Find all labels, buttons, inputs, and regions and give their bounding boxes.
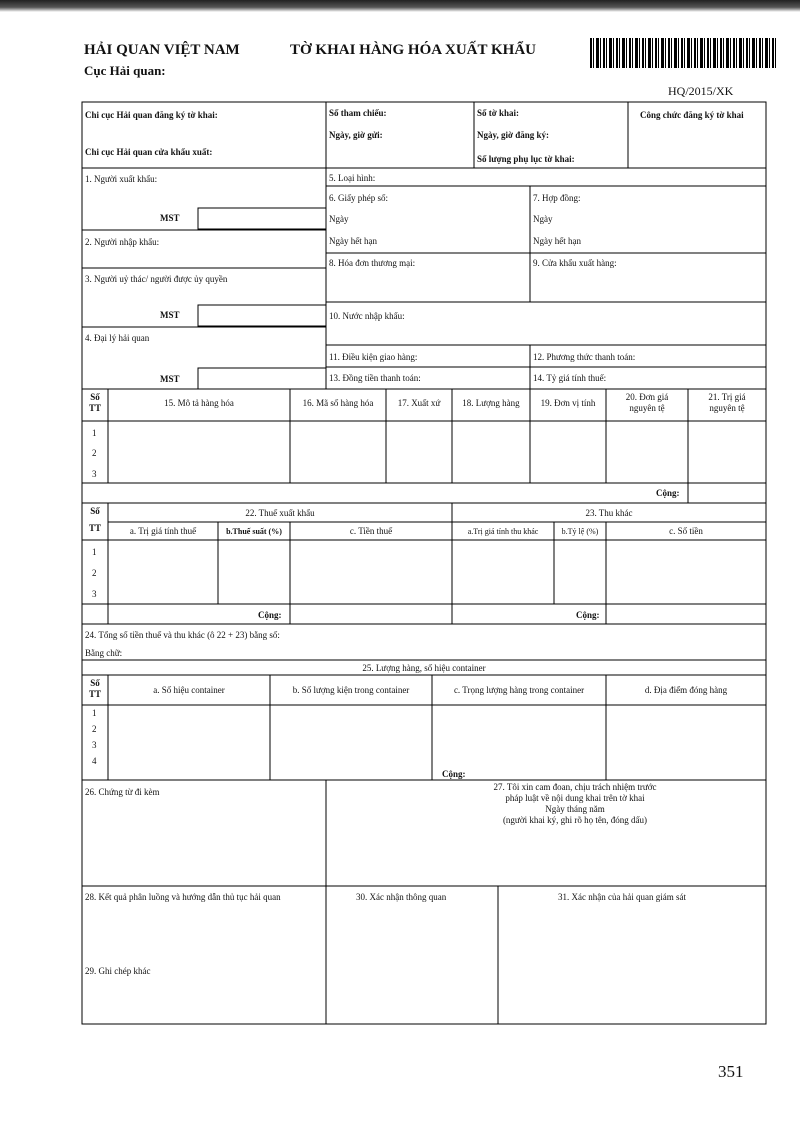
- page-title: TỜ KHAI HÀNG HÓA XUẤT KHẨU: [290, 42, 536, 58]
- other-taxable-header: a.Trị giá tính thu khác: [467, 527, 539, 536]
- origin-header: 17. Xuất xứ: [397, 398, 441, 408]
- importer-label: 2. Người nhập khẩu:: [85, 237, 160, 247]
- form-code: HQ/2015/XK: [668, 84, 734, 98]
- hs-code-header: 16. Mã số hàng hóa: [302, 398, 374, 408]
- tax-total-label: Cộng:: [258, 610, 282, 620]
- exporter-label: 1. Người xuất khẩu:: [85, 174, 158, 184]
- tax-amount-header: c. Tiền thuế: [349, 526, 393, 536]
- package-count-header: b. Số lượng kiện trong container: [292, 685, 410, 695]
- goods-total-label: Cộng:: [656, 488, 680, 498]
- export-tax-header: 22. Thuế xuất khẩu: [245, 508, 315, 518]
- reference-no-label: Số tham chiếu:: [329, 108, 387, 118]
- license-label: 6. Giấy phép số:: [329, 193, 388, 203]
- mst-label: MST: [160, 310, 180, 320]
- quantity-header: 18. Lượng hàng: [462, 398, 520, 408]
- attached-docs-label: 26. Chứng từ đi kèm: [85, 787, 160, 797]
- other-fees-header: 23. Thu khác: [585, 508, 633, 518]
- invoice-label: 8. Hóa đơn thương mại:: [329, 258, 416, 268]
- container-number-header: a. Số hiệu container: [153, 685, 225, 695]
- trustor-label: 3. Người uỷ thác/ người được ủy quyền: [85, 274, 228, 284]
- contract-label: 7. Hợp đồng:: [533, 193, 581, 203]
- declaration-no-label: Số tờ khai:: [477, 108, 519, 118]
- agency-name: HẢI QUAN VIỆT NAM: [84, 42, 240, 58]
- row-number: 2: [92, 724, 97, 734]
- export-type-label: 5. Loại hình:: [329, 173, 376, 183]
- contract-expiry-label: Ngày hết hạn: [533, 236, 581, 246]
- taxable-value-header: a. Trị giá tính thuế: [129, 526, 197, 536]
- container-total-label: Cộng:: [442, 769, 466, 779]
- row-number: 1: [92, 708, 97, 718]
- row-number: 3: [92, 740, 97, 750]
- container-section-title: 25. Lượng hàng, số hiệu container: [362, 663, 486, 673]
- officer-label: Công chức đăng ký tờ khai: [640, 110, 744, 120]
- register-time-label: Ngày, giờ đăng ký:: [477, 130, 549, 140]
- customs-dept-label: Cục Hải quan:: [84, 63, 166, 78]
- grand-total-label: 24. Tổng số tiền thuế và thu khác (ô 22 + 23) bằng số:: [85, 630, 280, 640]
- tax-no-header: Số TT: [88, 506, 101, 533]
- fee-rate-header: b.Tỷ lệ (%): [561, 527, 599, 536]
- contract-date-label: Ngày: [533, 214, 553, 224]
- currency-label: 13. Đồng tiền thanh toán:: [329, 373, 421, 383]
- row-number: 3: [92, 589, 97, 599]
- row-number: 1: [92, 428, 97, 438]
- lane-result-label: 28. Kết quả phân luồng và hướng dẫn thủ tục hải quan: [85, 892, 281, 902]
- page-number: 351: [718, 1062, 744, 1081]
- import-country-label: 10. Nước nhập khẩu:: [329, 311, 405, 321]
- payment-method-label: 12. Phương thức thanh toán:: [533, 352, 636, 362]
- total-in-words-label: Bằng chữ:: [85, 648, 123, 658]
- reg-office-label: Chi cục Hải quan đăng ký tờ khai:: [85, 110, 218, 120]
- declaration-statement: 27. Tôi xin cam đoan, chịu trách nhiệm trước pháp luật về nội dung khai trên tờ khai Ngày tháng năm (người khai ký, ghi rõ họ tên, đóng dấu): [493, 782, 657, 825]
- goods-description-header: 15. Mô tả hàng hóa: [164, 398, 234, 408]
- weight-header: c. Trọng lượng hàng trong container: [453, 685, 585, 695]
- mst-label: MST: [160, 213, 180, 223]
- row-number: 2: [92, 448, 97, 458]
- value-header: 21. Trị giá nguyên tệ: [708, 392, 746, 413]
- row-number: 1: [92, 547, 97, 557]
- unit-price-header: 20. Đơn giá nguyên tệ: [625, 392, 669, 413]
- other-notes-label: 29. Ghi chép khác: [85, 966, 151, 976]
- delivery-terms-label: 11. Điều kiện giao hàng:: [329, 352, 418, 362]
- fee-total-label: Cộng:: [576, 610, 600, 620]
- exit-gate-label: 9. Cửa khẩu xuất hàng:: [533, 258, 617, 268]
- row-number: 4: [92, 756, 97, 766]
- clearance-confirmation-label: 30. Xác nhận thông quan: [356, 892, 447, 902]
- mst-label: MST: [160, 374, 180, 384]
- fee-amount-header: c. Số tiền: [669, 526, 703, 536]
- unit-header: 19. Đơn vị tính: [540, 398, 596, 408]
- container-no-header: Số TT: [88, 678, 101, 699]
- goods-no-header: Số TT: [88, 392, 101, 413]
- row-number: 3: [92, 469, 97, 479]
- row-number: 2: [92, 568, 97, 578]
- license-expiry-label: Ngày hết hạn: [329, 236, 377, 246]
- packing-place-header: d. Địa điểm đóng hàng: [644, 685, 728, 695]
- customs-agent-label: 4. Đại lý hải quan: [85, 333, 150, 343]
- tax-rate-header: b.Thuế suất (%): [226, 527, 282, 536]
- supervision-confirmation-label: 31. Xác nhận của hải quan giám sát: [558, 892, 686, 902]
- license-date-label: Ngày: [329, 214, 349, 224]
- exchange-rate-label: 14. Tỷ giá tính thuế:: [533, 373, 607, 383]
- exit-office-label: Chi cục Hải quan cửa khẩu xuất:: [85, 147, 213, 157]
- appendix-count-label: Số lượng phụ lục tờ khai:: [477, 154, 575, 164]
- send-time-label: Ngày, giờ gửi:: [329, 130, 383, 140]
